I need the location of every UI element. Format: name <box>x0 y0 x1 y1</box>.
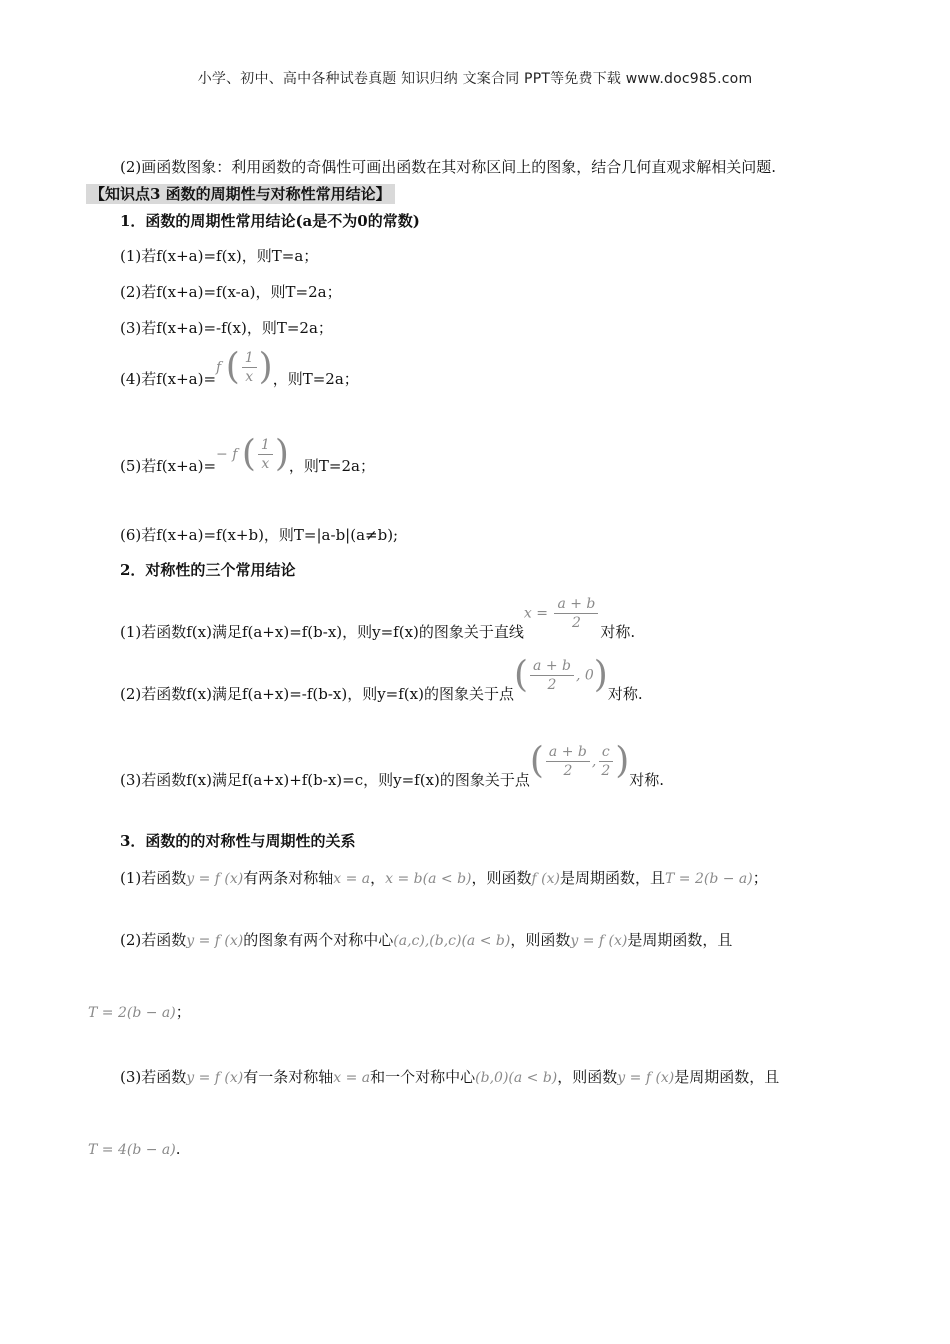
section-2-title: 2．对称性的三个常用结论 <box>120 561 296 579</box>
section-1-title: 1．函数的周期性常用结论(a是不为0的常数) <box>120 212 420 230</box>
s3-r1-text-f: ； <box>752 869 768 887</box>
s2-rule-2-pre: (2)若函数f(x)满足f(a+x)=-f(b-x)，则y=f(x)的图象关于点 <box>120 685 514 703</box>
s3-r1-text-c: ， <box>370 869 386 887</box>
knowledge-point-title: 【知识点3 函数的周期性与对称性常用结论】 <box>86 184 395 204</box>
s1-rule-6: (6)若f(x+a)=f(x+b)，则T=|a-b|(a≠b); <box>120 526 399 544</box>
formula-y-fx: y = f (x) <box>617 1070 675 1086</box>
s3-r3-text-d: ，则函数 <box>557 1068 618 1086</box>
s3-r1-text-b: 有两条对称轴 <box>243 869 334 887</box>
s2-rule-1-post: 对称. <box>600 623 636 641</box>
s1-rule-4-pre: (4)若f(x+a)= <box>120 370 217 388</box>
s1-rule-5-post: ，则T=2a； <box>288 457 375 475</box>
s3-r1-text-d: ，则函数 <box>471 869 532 887</box>
s3-rule-2 <box>120 930 732 951</box>
s3-r2-text-d: 是周期函数，且 <box>627 931 733 949</box>
s3-rule-3-period <box>88 1139 181 1160</box>
s1-rule-1: (1)若f(x+a)=f(x)，则T=a； <box>120 247 319 265</box>
s3-r1-text-e: 是周期函数，且 <box>559 869 665 887</box>
s3-r1-text-a: (1)若函数 <box>120 869 187 887</box>
s2-rule-2 <box>120 654 643 704</box>
page-header: 小学、初中、高中各种试卷真题 知识归纳 文案合同 PPT等免费下载 www.doc985.com <box>197 71 753 87</box>
formula-y-fx: y = f (x) <box>186 1070 244 1086</box>
formula-center-b0: (b,0)(a < b) <box>475 1070 558 1086</box>
formula-center-point-1: ( $\frac{a + b}{2}$ , 0) <box>513 654 608 696</box>
s2-rule-3 <box>120 738 664 790</box>
formula-axis-x: x = $\frac{a + b}{2}$ <box>524 595 600 632</box>
s3-r3-text-b: 有一条对称轴 <box>243 1068 334 1086</box>
s3-r3-text-c: 和一个对称中心 <box>370 1068 476 1086</box>
formula-y-fx: y = f (x) <box>186 933 244 949</box>
s1-rule-4 <box>120 346 359 409</box>
s3-rule-1 <box>120 868 768 889</box>
s3-r2-text-a: (2)若函数 <box>120 931 187 949</box>
formula-period-4: T = 4(b − a) <box>88 1142 176 1158</box>
section-3-title: 3．函数的的对称性与周期性的关系 <box>120 832 356 850</box>
s2-rule-2-post: 对称. <box>607 685 643 703</box>
formula-period-2: T = 2(b − a) <box>665 871 753 887</box>
s1-rule-2: (2)若f(x+a)=f(x-a)，则T=2a； <box>120 283 342 301</box>
s1-rule-5-pre: (5)若f(x+a)= <box>120 457 217 475</box>
formula-fx: f (x) <box>531 871 560 887</box>
s2-rule-3-pre: (3)若函数f(x)满足f(a+x)+f(b-x)=c，则y=f(x)的图象关于点 <box>120 771 530 789</box>
s3-r2-text-c: ，则函数 <box>510 931 571 949</box>
s3-r3-text-end: . <box>175 1140 181 1158</box>
formula-center-point-2: ( $\frac{a + b}{2}$ , $\frac{c}{2}$ ) <box>529 740 630 782</box>
s3-rule-2-period <box>88 1002 191 1023</box>
s1-rule-5 <box>120 433 375 496</box>
s3-rule-3 <box>120 1067 779 1088</box>
formula-x-eq-a: x = a <box>333 1070 371 1086</box>
s1-rule-3: (3)若f(x+a)=-f(x)，则T=2a； <box>120 319 333 337</box>
formula-x-eq-b: x = b(a < b) <box>385 871 472 887</box>
intro-line: (2)画函数图象：利用函数的奇偶性可画出函数在其对称区间上的图象，结合几何直观求解相关问题. <box>120 158 777 176</box>
formula-f-one-over-x: f ( $\frac{1}{x}$ ) <box>216 346 273 387</box>
formula-y-fx: y = f (x) <box>186 871 244 887</box>
s2-rule-1-pre: (1)若函数f(x)满足f(a+x)=f(b-x)，则y=f(x)的图象关于直线 <box>120 623 524 641</box>
s3-r2-text-end: ； <box>175 1003 191 1021</box>
formula-two-centers: (a,c),(b,c)(a < b) <box>393 933 511 949</box>
s1-rule-4-post: ，则T=2a； <box>272 370 359 388</box>
formula-y-fx: y = f (x) <box>570 933 628 949</box>
s3-r3-text-a: (3)若函数 <box>120 1068 187 1086</box>
s3-r3-text-e: 是周期函数，且 <box>674 1068 780 1086</box>
formula-period-2: T = 2(b − a) <box>88 1005 176 1021</box>
s2-rule-1 <box>120 592 635 642</box>
formula-neg-f-one-over-x: − f ( $\frac{1}{x}$ ) <box>216 433 289 474</box>
formula-x-eq-a: x = a <box>333 871 371 887</box>
knowledge-point-heading <box>86 183 395 204</box>
s3-r2-text-b: 的图象有两个对称中心 <box>243 931 394 949</box>
s2-rule-3-post: 对称. <box>629 771 665 789</box>
